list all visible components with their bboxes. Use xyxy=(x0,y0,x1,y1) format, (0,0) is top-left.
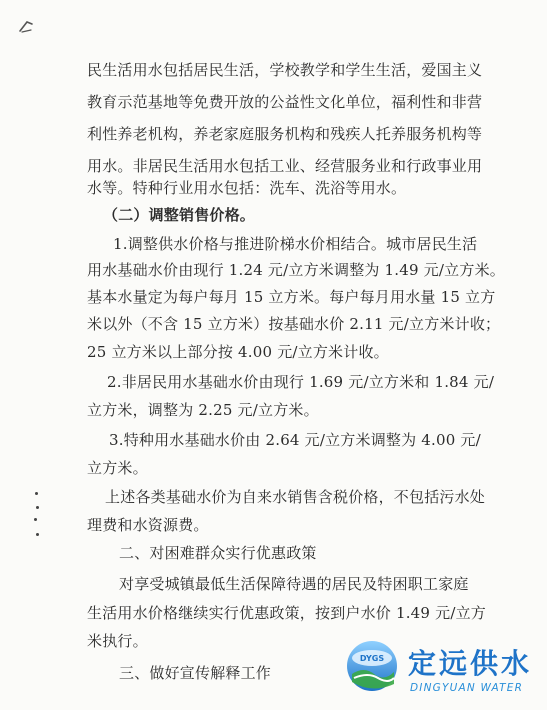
text-line: 用水基础水价由现行 1.24 元/立方米调整为 1.49 元/立方米。 xyxy=(87,261,505,279)
section-heading: 三、做好宣传解释工作 xyxy=(119,664,272,682)
text-line: 1.调整供水价格与推进阶梯水价相结合。城市居民生活 xyxy=(113,235,478,253)
text-line: 用水。非居民生活用水包括工业、经营服务业和行政事业用 xyxy=(87,157,483,175)
logo-name-en: DINGYUAN WATER xyxy=(410,682,524,694)
text-line: 米以外（不含 15 立方米）按基础水价 2.11 元/立方米计收； xyxy=(87,315,501,333)
text-line: 上述各类基础水价为自来水销售含税价格，不包括污水处 xyxy=(105,488,486,506)
text-line: 立方米，调整为 2.25 元/立方米。 xyxy=(87,401,319,419)
text-line: 理费和水资源费。 xyxy=(87,516,209,534)
logo-name-cn: 定远供水 xyxy=(408,647,533,680)
text-line: 立方米。 xyxy=(87,459,148,477)
text-line: 米执行。 xyxy=(87,632,148,650)
text-line: 对享受城镇最低生活保障待遇的居民及特困职工家庭 xyxy=(119,575,469,593)
text-line: 利性养老机构，养老家庭服务机构和残疾人托养服务机构等 xyxy=(87,125,483,143)
text-line: 民生活用水包括居民生活，学校教学和学生生活，爱国主义 xyxy=(87,61,483,79)
section-heading: （二）调整销售价格。 xyxy=(103,206,256,224)
binding-holes xyxy=(34,492,40,538)
logo-emblem-text: DYGS xyxy=(359,654,385,663)
text-line: 3.特种用水基础水价由 2.64 元/立方米调整为 4.00 元/ xyxy=(109,431,481,449)
stroke-mark-icon xyxy=(18,18,34,34)
text-line: 教育示范基地等免费开放的公益性文化单位，福利性和非营 xyxy=(87,93,483,111)
text-line: 水等。特种行业用水包括：洗车、洗浴等用水。 xyxy=(87,179,407,197)
water-drop-icon xyxy=(344,638,400,694)
dingyuan-water-logo xyxy=(344,638,544,704)
text-line: 2.非居民用水基础水价由现行 1.69 元/立方米和 1.84 元/ xyxy=(107,373,495,391)
text-line: 25 立方米以上部分按 4.00 元/立方米计收。 xyxy=(87,343,389,361)
text-line: 基本水量定为每户每月 15 立方米。每户每月用水量 15 立方 xyxy=(87,288,496,306)
section-heading: 二、对困难群众实行优惠政策 xyxy=(119,544,317,562)
text-line: 生活用水价格继续实行优惠政策，按到户水价 1.49 元/立方 xyxy=(87,604,486,622)
